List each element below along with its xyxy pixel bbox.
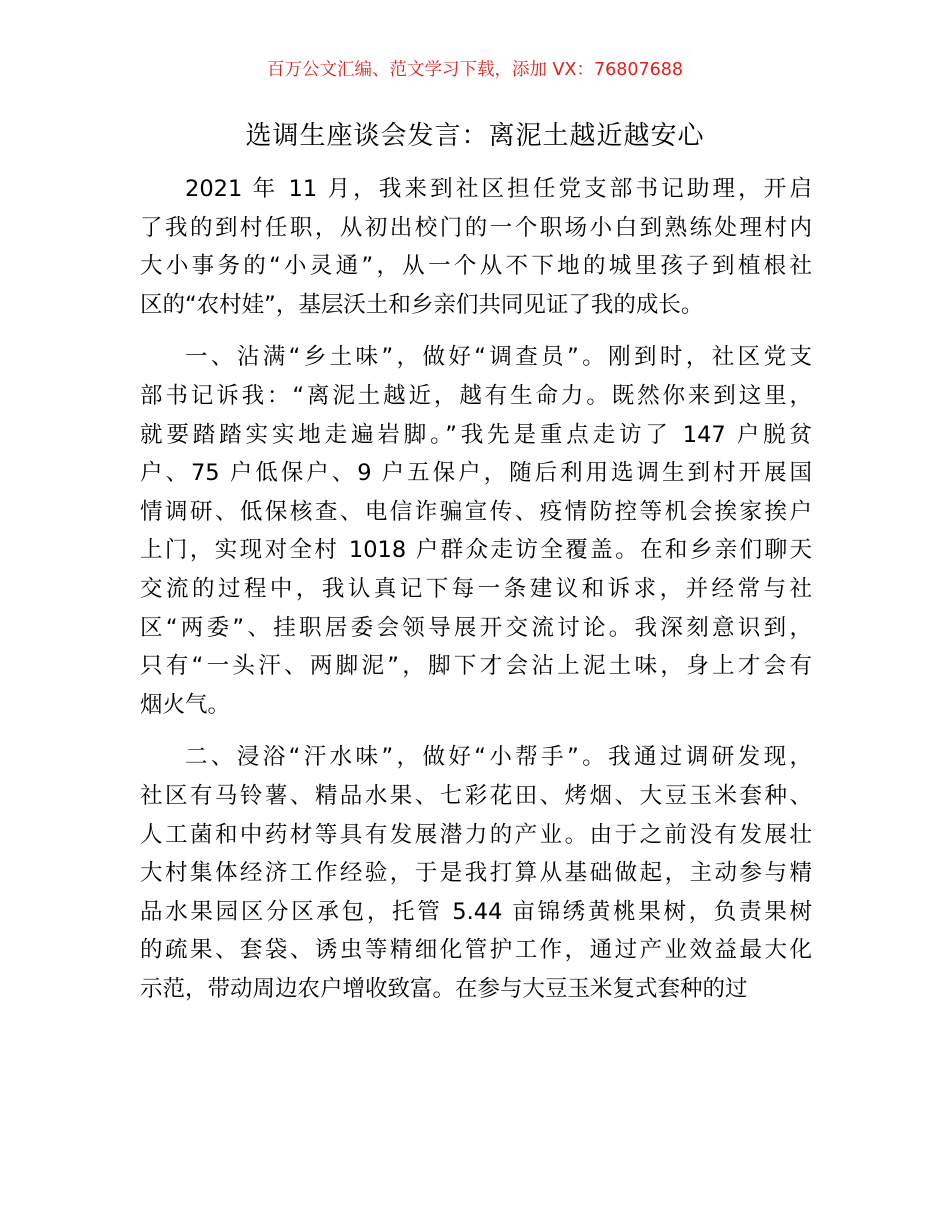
paragraph-line: 品水果园区分区承包，托管 5.44 亩锦绣黄桃果树，负责果树 [140,898,812,925]
paragraph-line: 一、沾满“乡土味”，做好“调查员”。刚到时，社区党支 [185,344,812,371]
paragraph-line: 大小事务的“小灵通”，从一个从不下地的城里孩子到植根社 [140,253,812,280]
paragraph-line: 就要踏踏实实地走遍岩脚。”我先是重点走访了 147 户脱贫 [140,421,812,448]
header-banner: 百万公文汇编、范文学习下载，添加 VX：76807688 [266,60,684,80]
paragraph-line: 交流的过程中，我认真记下每一条建议和诉求，并经常与社 [140,575,812,602]
paragraph-line: 上门，实现对全村 1018 户群众走访全覆盖。在和乡亲们聊天 [140,537,812,564]
paragraph-line: 部书记诉我：“离泥土越近，越有生命力。既然你来到这里， [140,382,812,409]
paragraph-line: 情调研、低保核查、电信诈骗宣传、疫情防控等机会挨家挨户 [140,498,812,525]
paragraph-line: 人工菌和中药材等具有发展潜力的产业。由于之前没有发展壮 [140,821,812,848]
paragraph-line: 2021 年 11 月，我来到社区担任党支部书记助理，开启 [185,176,812,202]
paragraph [140,338,812,724]
paragraph-line: 区“两委”、挂职居委会领导展开交流讨论。我深刻意识到， [140,614,812,641]
paragraph-line: 户、75 户低保户、9 户五保户，随后利用选调生到村开展国 [140,460,812,487]
paragraph-line: 只有“一头汗、两脚泥”，脚下才会沾上泥土味，身上才会有 [140,653,812,680]
page-title: 选调生座谈会发言：离泥土越近越安心 [245,121,705,151]
paragraph-line: 二、浸浴“汗水味”，做好“小帮手”。我通过调研发现， [185,744,812,771]
paragraph-line: 了我的到村任职，从初出校门的一个职场小白到熟练处理村内 [140,214,812,241]
paragraph-line: 大村集体经济工作经验，于是我打算从基础做起，主动参与精 [140,860,812,887]
paragraph-line: 社区有马铃薯、精品水果、七彩花田、烤烟、大豆玉米套种、 [140,782,812,809]
paragraph [140,170,812,324]
paragraph [140,738,812,1008]
paragraph-line: 示范，带动周边农户增收致富。在参与大豆玉米复式套种的过 [140,975,748,1002]
paragraph-line: 区的“农村娃”，基层沃土和乡亲们共同见证了我的成长。 [140,291,704,318]
paragraph-line: 烟火气。 [140,691,231,718]
document-body [140,170,812,1022]
paragraph-line: 的疏果、套袋、诱虫等精细化管护工作，通过产业效益最大化 [140,937,812,964]
